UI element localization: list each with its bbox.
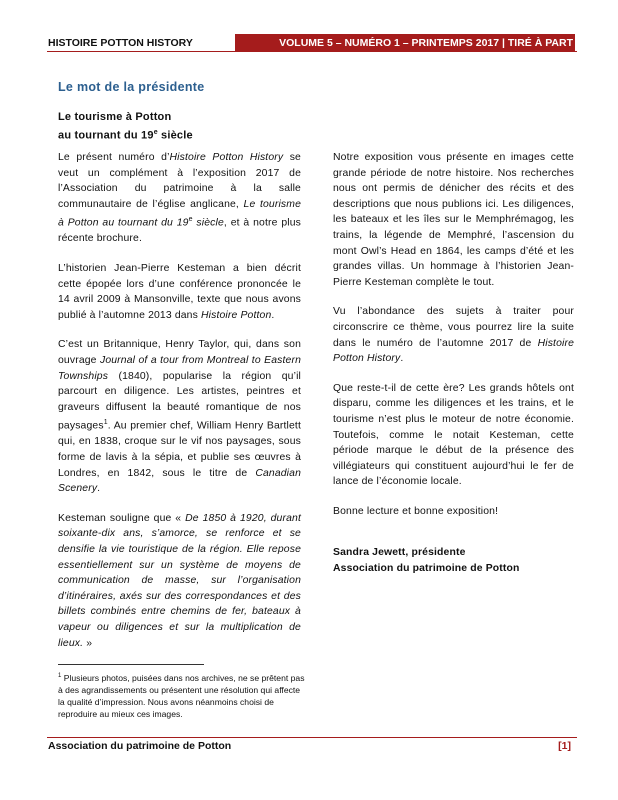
- footer-organization: Association du patrimoine de Potton: [48, 740, 232, 752]
- signature-name: Sandra Jewett, présidente: [333, 547, 466, 559]
- section-title: Le mot de la présidente: [58, 80, 205, 94]
- paragraph: Vu l’abondance des sujets à traiter pour circonscrire ce thème, vous pourrez lire la suite dans le numéro de l’automne 2017 de Histoire Potton History.: [333, 306, 574, 365]
- footnote-rule: [58, 664, 204, 665]
- footer-rule: [47, 737, 577, 738]
- running-header-title: HISTOIRE POTTON HISTORY: [48, 37, 193, 49]
- paragraph: Notre exposition vous présente en images cette grande période de notre histoire. Nos recherches nous ont permis de dénicher des récits et des descriptions que nous publions ici. Les diligences, les bateaux et les îles sur le Memphrémagog, les trains, la légende de Memphré, l’ascension du mont Owl’s Head en 1864, les camps d’été et les grandes villas. Un hommage à l’historien Jean-Pierre Kesteman complète le tout.: [333, 152, 574, 288]
- subtitle-line-1: Le tourisme à Potton: [58, 111, 172, 123]
- footnote-ref[interactable]: 1: [103, 419, 108, 427]
- paragraph: Bonne lecture et bonne exposition!: [333, 505, 499, 517]
- right-column: [333, 150, 574, 577]
- paragraph: Que reste-t-il de cette ère? Les grands hôtels ont disparu, comme les diligences et les trains, et le tourisme n’est plus le moteur de notre économie. Toutefois, comme le notait Kesteman, cette période marque le début de la présence des villégiateurs qui constituent aujourd’hui le fer de lance de l’économie locale.: [333, 382, 574, 488]
- header-rule: [47, 51, 577, 52]
- running-header-issue: VOLUME 5 – NUMÉRO 1 – PRINTEMPS 2017 | TIRÉ À PART: [279, 37, 573, 49]
- article-subtitle: [58, 110, 193, 144]
- paragraph-quote: Kesteman souligne que « De 1850 à 1920, durant soixante-dix ans, s’amorce, se renforce et se densifie la vie touristique de la région. Elle repose essentiellement sur un système de moyens de communication de masse, sur l’organisation d’itinéraires, axés sur des correspondances et des billets combinés entre chemins de fer, bateaux à vapeur ou diligences et sur la multiplication de lieux. »: [58, 512, 301, 649]
- paragraph: C’est un Britannique, Henry Taylor, qui, dans son ouvrage Journal of a tour from Montreal to Eastern Townships (1840), popularise la région qu’il parcourt en diligence. Les artistes, peintres et graveurs diffusent la beauté romantique de nos paysages$^1$. Au premier chef, William Henry Bartlett qui, en 1838, croque sur le vif nos paysages, sous forme de lavis à la sépia, et publie ses œuvres à Londres, en 1842, sous le titre de Canadian Scenery.: [58, 339, 301, 495]
- left-column: [58, 150, 301, 665]
- paragraph: Le présent numéro d’Histoire Potton History se veut un complément à l’exposition 2017 de l’Association du patrimoine à la salle communautaire de l’église anglicane, Le tourisme à Potton au tournant du 19e siècle, et à notre plus récente brochure.: [58, 152, 301, 245]
- footnote: $^1$ Plusieurs photos, puisées dans nos archives, ne se prêtent pas à des agrandissements ou présentent une résolution qui affecte la qualité d’impression. Nous avons néanmoins choisi de reproduire au mieux ces images.: [58, 672, 305, 720]
- paragraph: L’historien Jean-Pierre Kesteman a bien décrit cette épopée lors d’une conférence prononcée le 14 avril 2009 à Mansonville, texte que nous avons publié à l’automne 2013 dans Histoire Potton.: [58, 263, 301, 321]
- page-number: [1]: [558, 740, 571, 752]
- subtitle-line-2: au tournant du 19e siècle: [58, 129, 193, 142]
- signature-organization: Association du patrimoine de Potton: [333, 563, 520, 575]
